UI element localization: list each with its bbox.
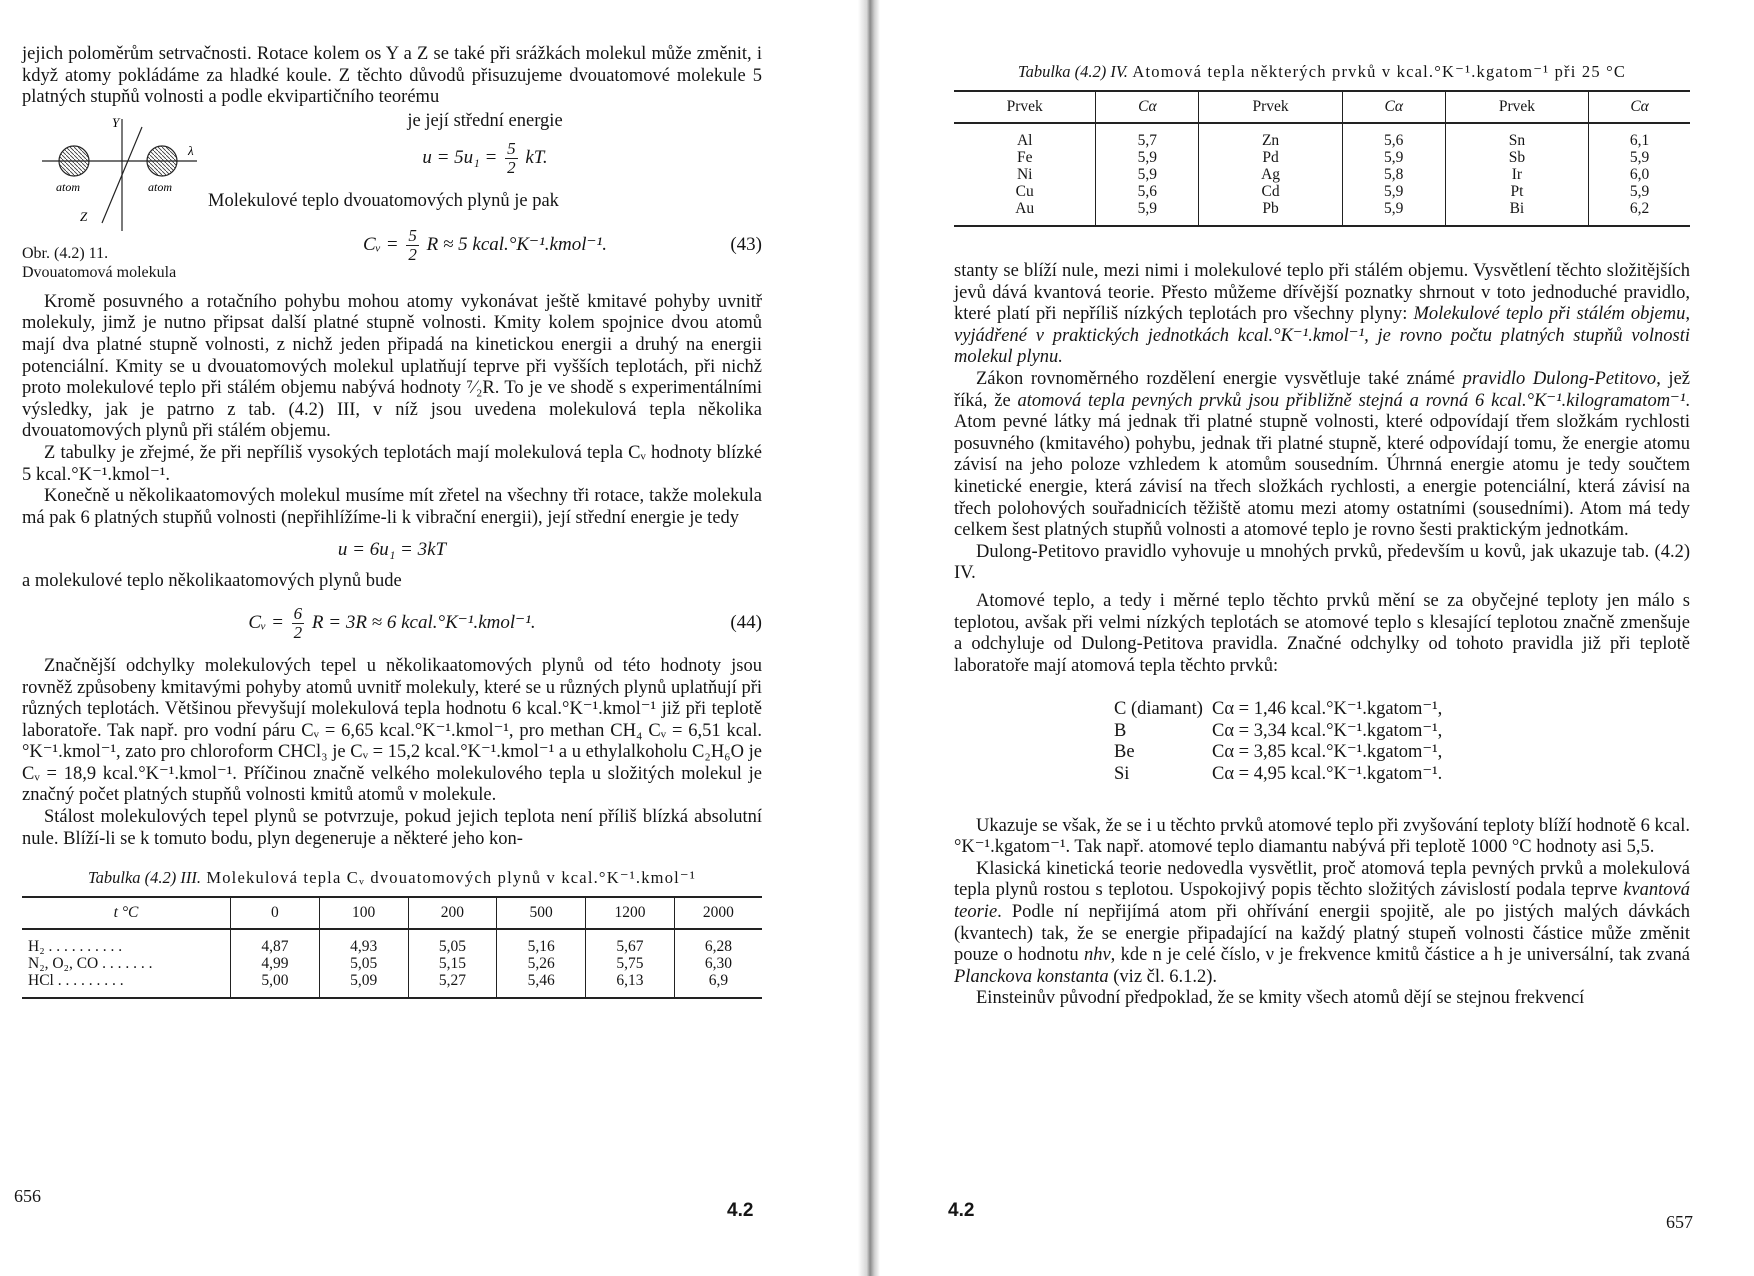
- right-text-column: [954, 58, 1690, 1010]
- axis-y-label: Y: [112, 114, 120, 130]
- table-label: Tabulka (4.2) IV.: [1017, 62, 1128, 81]
- paragraph: Ukazuje se však, že se i u těchto prvků atomové teplo při zvyšování teploty blíží hodnotě 6 kcal.°K⁻¹.kgatom⁻¹. Tak např. atomové teplo diamantu nabývá při teplotě 1000 °C hodnoty asi 5,5.: [954, 815, 1690, 858]
- equation-43: Cᵥ = $\frac{5}{2}$ R ≈ 5 kcal.°K⁻¹.kmol⁻¹. (43): [363, 225, 762, 264]
- paragraph: stanty se blíží nule, mezi nimi i molekulové teplo při stálém objemu. Vysvětlení těchto složitějších jevů dává kvantová teorie. Přesto můžeme dřívější poznatky shrnout v toto jednoduché pravidlo, které platí při nepříliš nízkých teplotách pro všechny plyny: Molekulové teplo při stálém objemu, vyjádřené v praktických jednotkách kcal.°K⁻¹.kmol⁻¹, je rovno počtu platných stupňů volnosti molekul plynu.: [954, 261, 1690, 368]
- table-cell: 5,05 5,15 5,27: [408, 929, 497, 998]
- equation-energy-polyatomic: u = 6u₁ = 3kT: [337, 539, 447, 561]
- paragraph: Konečně u několikaatomových molekul musíme mít zřetel na všechny tři rotace, takže molekula má pak 6 platných stupňů volnosti (nepřihlížíme-li k vibrační energii), její střední energie je tedy: [22, 486, 762, 528]
- paragraph: Z tabulky je zřejmé, že při nepříliš vysokých teplotách mají molekulová tepla Cᵥ hodnoty blízké 5 kcal.°K⁻¹.kmol⁻¹.: [22, 442, 762, 485]
- table-header: 100: [319, 897, 408, 929]
- paragraph: Atomové teplo, a tedy i měrné teplo těchto prvků mění se za obyčejné teploty jen málo s teplotou, avšak při velmi nízkých teplotách se atomové teplo s klesající teplotou značně zmenšuje a odchyluje od Dulong-Petitova pravidla. Značné odchylky od tohoto pravidla již při teplotě laboratoře mají atomová tepla těchto prvků:: [954, 590, 1690, 676]
- table-3-title: [22, 868, 762, 888]
- table-4-title: [954, 62, 1690, 82]
- table-cell: 5,6 5,9 5,8 5,9 5,9: [1342, 123, 1445, 226]
- table-cell: 5,67 5,75 6,13: [586, 929, 675, 998]
- list-item: Si Cα = 4,95 kcal.°K⁻¹.kgatom⁻¹.: [1114, 764, 1443, 785]
- list-item: C (diamant) Cα = 1,46 kcal.°K⁻¹.kgatom⁻¹,: [1114, 699, 1443, 720]
- table-header: 0: [231, 897, 320, 929]
- paragraph: jejich poloměrům setrvačnosti. Rotace kolem os Y a Z se také při srážkách molekul může změnit, i když atomy pokládáme za hladké koule. Z těchto důvodů přisuzujeme dvouatomové molekule 5 platných stupňů volnosti a podle ekvipartičního teorému: [22, 44, 762, 108]
- paragraph: Kromě posuvného a rotačního pohybu mohou atomy vykonávat ještě kmitavé pohyby uvnitř molekuly, jimž je nutno připsat další platné stupně volnosti. Kmity kolem spojnice dvou atomů mají dva platné stupně volnosti, z nichž jeden připadá na kinetickou energii a druhý na energii potenciální. Kmity se u dvouatomových molekul uplatňují teprve při vyšších teplotách, při nichž proto molekulové teplo při stálém objemu nabývá hodnoty ⁷⁄₂R. To je ve shodě s experimentálními výsledky, jak je patrno z tab. (4.2) III, v níž jsou uvedena molekulová tepla několika dvouatomových plynů při stálém objemu.: [22, 291, 762, 442]
- equation-number: (44): [730, 612, 762, 634]
- table-header: 200: [408, 897, 497, 929]
- table-header: t °C: [22, 897, 231, 929]
- figure-side-text: [202, 111, 762, 272]
- table-header: 500: [497, 897, 586, 929]
- table-cell: 5,7 5,9 5,9 5,6 5,9: [1096, 123, 1199, 226]
- table-cell: 6,28 6,30 6,9: [674, 929, 762, 998]
- atom-right-label: atom: [148, 179, 172, 194]
- table-title-text: Molekulová tepla Cᵥ dvouatomových plynů v kcal.°K⁻¹.kmol⁻¹: [206, 868, 696, 888]
- paragraph: Molekulové teplo dvouatomových plynů je pak: [208, 191, 559, 212]
- table-header: Prvek: [1199, 91, 1343, 123]
- paragraph: Značnější odchylky molekulových tepel u několikaatomových plynů od této hodnoty jsou rovněž způsobeny kmitavými pohyby atomů uvnitř molekuly, které se u různých plynů uplatňují při různých teplotách. Většinou převyšují molekulová tepla hodnotu 6 kcal.°K⁻¹.kmol⁻¹ již při teplotě laboratoře. Tak např. pro vodní páru Cᵥ = 6,65 kcal.°K⁻¹.kmol⁻¹, pro methan CH₄ Cᵥ = 6,51 kcal.°K⁻¹.kmol⁻¹, zato pro chloroform CHCl₃ je Cᵥ = 15,2 kcal.°K⁻¹.kmol⁻¹ a u ethylalkoholu C₂H₆O je Cᵥ = 18,9 kcal.°K⁻¹.kmol⁻¹. Příčinou značně velkého molekulového tepla u složitých molekul je značný počet platných stupňů volnosti kmitů atomů v molekule.: [22, 655, 762, 806]
- table-title-text: Atomová tepla některých prvků v kcal.°K⁻¹.kgatom⁻¹ při 25 °C: [1132, 62, 1627, 81]
- table-header: Cα: [1589, 91, 1690, 123]
- page-number: 657: [1666, 1212, 1693, 1232]
- paragraph: Zákon rovnoměrného rozdělení energie vysvětluje také známé pravidlo Dulong-Petitovo, jež říká, že atomová tepla pevných prvků jsou přibližně stejná a rovná 6 kcal.°K⁻¹.kilogramatom⁻¹. Atom pevné látky má jednak tři platné stupně volnosti, které odpovídají třem složkám rychlosti posuvného (kmitavého) pohybu, jednak tři platné stupně, které odpovídají tomu, že energie atomu závisí na jeho poloze vzhledem k atomům sousedním. Úhrnná energie atomu je tedy součtem kinetické energie, která závisí na třech složkách rychlosti, a energie potenciální, která závisí na třech polohových souřadnicích těžiště atomu mezi atomy ostatními (sousedními). Atom má tedy celkem šest platných stupňů volnosti a atomové teplo je rovno šesti praktickým jednotkám.: [954, 368, 1690, 541]
- section-marker: 4.2: [948, 1200, 975, 1221]
- table-cell: 4,87 4,99 5,00: [231, 929, 320, 998]
- axis-x-label: λ: [188, 142, 194, 158]
- table-cell: Al Fe Ni Cu Au: [954, 123, 1096, 226]
- paragraph: Dulong-Petitovo pravidlo vyhovuje u mnohých prvků, především u kovů, jak ukazuje tab. (4.2) IV.: [954, 541, 1690, 584]
- table-cell: 6,1 5,9 6,0 5,9 6,2: [1589, 123, 1690, 226]
- book-gutter: [858, 0, 880, 1276]
- paragraph: Stálost molekulových tepel plynů se potvrzuje, pokud jejich teplota není příliš blízká absolutní nule. Blíží-li se k tomuto bodu, plyn degeneruje a některé jeho kon-: [22, 807, 762, 849]
- table-header: 1200: [586, 897, 675, 929]
- list-item: B Cα = 3,34 kcal.°K⁻¹.kgatom⁻¹,: [1114, 720, 1443, 741]
- section-marker: 4.2: [727, 1200, 754, 1221]
- axis-z-label: Z: [80, 208, 88, 224]
- figure-diatomic: [22, 111, 202, 282]
- table-cell: H₂ . . . . . . . . . . N₂, O₂, CO . . . . . . . HCl . . . . . . . . .: [22, 929, 231, 998]
- paragraph: Klasická kinetická teorie nedovedla vysvětlit, proč atomová tepla pevných prvků a molekulová tepla plynů rostou s teplotou. Uspokojivý popis těchto složitých závislostí podala teprve kvantová teorie. Podle ní nepřijímá atom při ohřívání energii spojitě, ale po jistých malých dávkách (kvantech) tak, že se energie připadající na každý platný stupeň volnosti částice může změnit pouze o hodnotu nhν, kde n je celé číslo, ν je frekvence kmitů částice a h je universální, tak zvaná Planckova konstanta (viz čl. 6.1.2).: [954, 858, 1691, 987]
- equation-number: (43): [730, 234, 762, 256]
- table-cell: 5,16 5,26 5,46: [497, 929, 586, 998]
- equation-44: Cᵥ = $\frac{6}{2}$ R = 3R ≈ 6 kcal.°K⁻¹.kmol⁻¹. (44): [248, 603, 762, 642]
- figure-row: [22, 111, 762, 282]
- table-header: Prvek: [1445, 91, 1589, 123]
- table-cell: Sn Sb Ir Pt Bi: [1445, 123, 1589, 226]
- left-text-column: [22, 44, 762, 999]
- table-3: [22, 896, 762, 999]
- paragraph: Einsteinův původní předpoklad, že se kmity všech atomů dějí se stejnou frekvencí: [976, 988, 1585, 1009]
- element-list: [1114, 699, 1690, 785]
- right-page: [880, 0, 1754, 1276]
- equation-energy: u = 5u₁ = $\frac{5}{2}$ kT.: [422, 139, 548, 178]
- table-header: 2000: [674, 897, 762, 929]
- table-header: Cα: [1096, 91, 1199, 123]
- table-4: [954, 90, 1690, 227]
- table-header: Prvek: [954, 91, 1096, 123]
- list-item: Be Cα = 3,85 kcal.°K⁻¹.kgatom⁻¹,: [1114, 742, 1443, 763]
- diatomic-molecule-diagram: [22, 111, 202, 233]
- table-label: Tabulka (4.2) III.: [87, 868, 202, 888]
- page-number: 656: [14, 1186, 41, 1206]
- left-page: [0, 0, 858, 1276]
- atom-left-label: atom: [56, 179, 80, 194]
- table-cell: 4,93 5,05 5,09: [319, 929, 408, 998]
- paragraph: a molekulové teplo několikaatomových plynů bude: [22, 571, 402, 592]
- table-header: Cα: [1342, 91, 1445, 123]
- figure-caption: Obr. (4.2) 11. Dvouatomová molekula: [22, 244, 177, 281]
- paragraph: je její střední energie: [407, 110, 563, 131]
- table-cell: Zn Pd Ag Cd Pb: [1199, 123, 1343, 226]
